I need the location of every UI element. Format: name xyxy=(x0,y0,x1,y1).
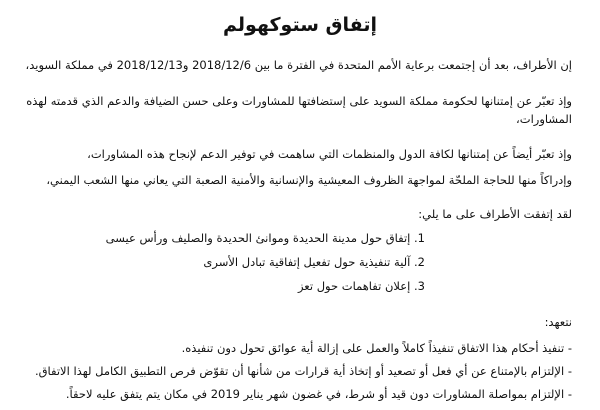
commitment-line: - الإلتزام بمواصلة المشاورات دون قيد أو شرط، في غضون شهر يناير 2019 في مكان يتم يتفق عليه لاحقاً. xyxy=(65,387,572,401)
commitment-line: - تنفيذ أحكام هذا الاتفاق تنفيذاً كاملاً والعمل على إزالة أية عوائق تحول دون تنفيذه. xyxy=(181,341,572,355)
preamble-line: وإذ تعبّر أيضاً عن إمتنانها لكافة الدول والمنظمات التي ساهمت في توفير الدعم لإنجاح هذه المشاورات، xyxy=(87,147,572,161)
agreed-item: 3. إعلان تفاهمات حول تعز xyxy=(297,279,425,293)
document-title: إتفاق ستوكهولم xyxy=(223,14,377,36)
commitment-line: - الإلتزام بالإمتناع عن أي فعل أو تصعيد أو إتخاذ أية قرارات من شأنها أن تقوّض فرص التطبيق الكامل لهذا الاتفاق. xyxy=(34,364,572,378)
agreed-item: 2. آلية تنفيذية حول تفعيل إتفاقية تبادل الأسرى xyxy=(203,255,425,269)
agreed-item: 1. إتفاق حول مدينة الحديدة وموانئ الحديدة والصليف ورأس عيسى xyxy=(105,231,425,245)
preamble-line: وإذ تعبّر عن إمتنانها لحكومة مملكة السويد على إستضافتها للمشاورات وعلى حسن الضيافة والدعم الذي قدمته لهذه المشاورات، xyxy=(26,94,572,126)
preamble-line: وإدراكاً منها للحاجة الملحّة لمواجهة الظروف المعيشية والإنسانية والأمنية الصعبة التي يعاني منها الشعب اليمني، xyxy=(46,173,572,187)
commitments-heading: نتعهد: xyxy=(544,315,572,329)
preamble-line: إن الأطراف، بعد أن إجتمعت برعاية الأمم المتحدة في الفترة ما بين 2018/12/6 و2018/12/13 في مملكة السويد، xyxy=(25,58,572,72)
agreed-heading: لقد إتفقت الأطراف على ما يلي: xyxy=(418,207,572,221)
